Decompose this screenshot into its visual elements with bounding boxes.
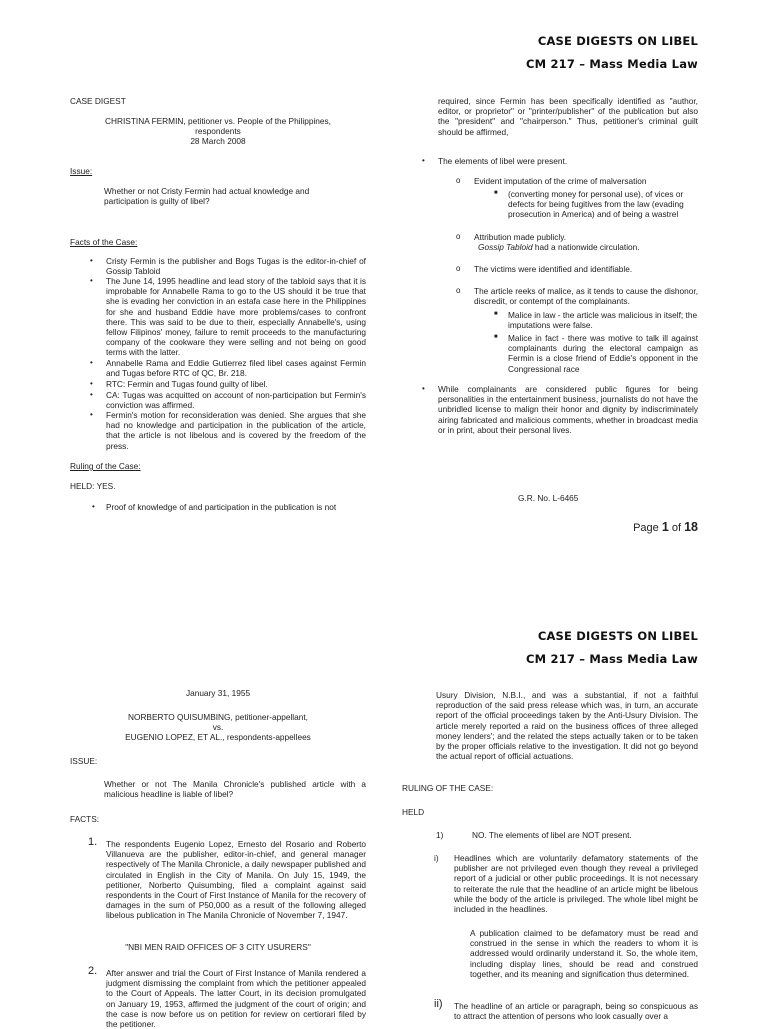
header-subtitle: CM 217 – Mass Media Law <box>525 57 698 71</box>
issue-text: Whether or not The Manila Chronicle's published article with a malicious headline is liable of libel? <box>104 779 366 800</box>
circle-bullet: o <box>456 264 461 273</box>
element-1-detail: (converting money for personal use), of vices or defects for being fugitives from the law (evading prosecution in America) and of being a wastrel <box>508 189 684 220</box>
party-petitioner: NORBERTO QUISUMBING, petitioner-appellant, <box>128 712 308 722</box>
bullet-marker: • <box>422 156 425 165</box>
bullet-marker: • <box>90 276 93 285</box>
held-number-1: 1) <box>436 830 444 840</box>
headline-quote: "NBI MEN RAID OFFICES OF 3 CITY USURERS" <box>125 942 311 952</box>
usury-text: Usury Division, N.B.I., and was a substantial, if not a faithful reproduction of the said press release which was, in turn, an accurate report of the official proceedings taken by the Anti-Usury Division. The article merely reported a raid on the business offices of three alleged money lenders'; and the related the steps actually taken or to be taken by the proper officials relative to the investigation. It did not go beyond the actual report of official actuations. <box>436 690 698 762</box>
bullet-marker: • <box>90 410 93 419</box>
bullet-marker: • <box>90 390 93 399</box>
fact-number-2: 2. <box>88 965 98 977</box>
bullet-marker: • <box>92 502 95 511</box>
bullet-marker: • <box>90 256 93 265</box>
header-title: CASE DIGESTS ON LIBEL <box>537 629 698 643</box>
element-4-malice-fact: Malice in fact - there was motive to talk ill against complainants during the electoral campaign as Fermin is a close friend of Eddie's opponent in the Congressional race <box>508 333 698 374</box>
page-of: of <box>671 522 682 534</box>
case-parties-line2: respondents <box>195 126 241 136</box>
circle-bullet: o <box>456 232 461 241</box>
case-date: 28 March 2008 <box>190 136 246 146</box>
element-3: The victims were identified and identifiable. <box>474 264 633 274</box>
held-point-i: Headlines which are voluntarily defamatory statements of the publisher are not privileged even though they reveal a privileged report of a judicial or other public proceedings. It is not necessary to reiterate the rule that the headline of an article might be libelous while the body of the article is privileged. The whole libel might be included in the headlines. <box>454 853 698 915</box>
held-item-1: NO. The elements of libel are NOT present. <box>472 830 632 840</box>
case-date: January 31, 1955 <box>185 688 251 698</box>
fact-item-4: RTC: Fermin and Tugas found guilty of libel. <box>106 379 268 389</box>
party-respondents: EUGENIO LOPEZ, ET AL., respondents-appellees <box>125 732 311 742</box>
roman-i: i) <box>434 853 439 863</box>
case-digest-label: CASE DIGEST <box>70 96 126 106</box>
fact-item-3: Annabelle Rama and Eddie Gutierrez filed libel cases against Fermin and Tugas before RTC of QC, Br. 218. <box>106 358 366 379</box>
issue-text: Whether or not Cristy Fermin had actual knowledge and participation is guilty of libel? <box>104 186 310 207</box>
held-point-ii: The headline of an article or paragraph, being so conspicuous as to attract the attention of persons who look casually over a <box>454 1001 698 1022</box>
facts-label: FACTS: <box>70 814 100 824</box>
element-1: Evident imputation of the crime of malversation <box>474 176 647 186</box>
header-title: CASE DIGESTS ON LIBEL <box>537 34 698 48</box>
fact-item-6: Fermin's motion for reconsideration was denied. She argues that she had no knowledge and participation in the publication of the article, that the article is not libelous and is covered by the freedom of the press. <box>106 410 366 451</box>
fact-item-1: Cristy Fermin is the publisher and Bogs Tugas is the editor-in-chief of Gossip Tabloid <box>106 256 366 277</box>
tabloid-name: Gossip Tabloid <box>478 242 533 252</box>
element-2-detail-rest: had a nationwide circulation. <box>532 242 640 252</box>
roman-ii: ii) <box>434 998 443 1010</box>
gr-number: G.R. No. L-6465 <box>518 493 579 503</box>
complainants-text: While complainants are considered public figures for being personalities in the entertainment business, journalists do not have the unbridled license to malign their honor and dignity by indiscriminately airing fabricated and malicious comments, whether in broadcast media or in print, about their personal lives. <box>438 384 698 435</box>
continuation-text: required, since Fermin has been specifically identified as "author, editor, or proprietor" or "printer/publisher" of the publication but also the "president" and "chairperson." Thus, petitioner's criminal guilt should be affirmed, <box>438 96 698 137</box>
element-4-malice-law: Malice in law - the article was malicious in itself; the imputations were false. <box>508 310 698 331</box>
square-bullet: ■ <box>494 190 498 196</box>
held-text: HELD: YES. <box>70 481 116 491</box>
issue-label: Issue: <box>70 166 93 176</box>
page-number <box>633 520 698 534</box>
proof-text: Proof of knowledge of and participation in the publication is not <box>106 502 337 512</box>
page-label: Page <box>633 522 659 534</box>
elements-text: The elements of libel were present. <box>438 156 568 166</box>
element-4: The article reeks of malice, as it tends to cause the dishonor, discredit, or contempt of the complainants. <box>474 286 698 307</box>
held-label: HELD <box>402 807 425 817</box>
ruling-label: RULING OF THE CASE: <box>402 783 494 793</box>
square-bullet: ■ <box>494 311 498 317</box>
fact-item-2: After answer and trial the Court of First Instance of Manila rendered a judgment dismissing the complaint from which the petitioner appealed to the Court of Appeals. The latter Court, in its decision promulgated on January 19, 1953, affirmed the judgment of the court of origin; and the case is now before us on petition for review on certiorari filed by the petitioner. <box>106 968 366 1029</box>
header-subtitle: CM 217 – Mass Media Law <box>525 652 698 666</box>
ruling-label: Ruling of the Case: <box>70 461 141 471</box>
page-total: 18 <box>684 520 698 534</box>
facts-label: Facts of the Case: <box>70 237 138 247</box>
document-page-2 <box>0 590 768 1029</box>
square-bullet: ■ <box>494 334 498 340</box>
element-2-detail <box>478 242 698 252</box>
page-current: 1 <box>661 520 669 534</box>
bullet-marker: • <box>422 384 425 393</box>
versus: vs. <box>212 722 224 732</box>
circle-bullet: o <box>456 176 461 185</box>
element-2: Attribution made publicly. <box>474 232 567 242</box>
issue-label: ISSUE: <box>70 756 98 766</box>
publication-text: A publication claimed to be defamatory must be read and construed in the sense in which the readers to whom it is addressed would ordinarily understand it. So, the whole item, including display lines, should be read and construed together, and its meaning and signification thus determined. <box>470 928 698 979</box>
fact-item-1: The respondents Eugenio Lopez, Ernesto del Rosario and Roberto Villanueva are the publisher, editor-in-chief, and general manager respectively of The Manila Chronicle, a daily newspaper published and circulated in English in the City of Manila. On July 15, 1949, the petitioner, Norberto Quisumbing, filed a complaint against said respondents in the Court of First Instance of Manila for the recovery of damages in the sum of P50,000 as a result of the following alleged libelous publication in The Manila Chronicle of November 7, 1947. <box>106 839 366 921</box>
circle-bullet: o <box>456 286 461 295</box>
fact-number-1: 1. <box>88 836 98 848</box>
bullet-marker: • <box>90 379 93 388</box>
bullet-marker: • <box>90 358 93 367</box>
case-parties-line1: CHRISTINA FERMIN, petitioner vs. People of the Philippines, <box>105 116 331 126</box>
fact-item-2: The June 14, 1995 headline and lead story of the tabloid says that it is improbable for Annabelle Rama to go to the US should it be true that she is evading her conviction in an estafa case here in the Philippines for she and husband Eddie have more problems/cases to confront there. This was said to be due to their, especially Annabelle's, using fellow Filipinos' money, failure to remit proceeds to the manufacturing company of the cookware they were selling and not being on good terms with the latter. <box>106 276 366 358</box>
fact-item-5: CA: Tugas was acquitted on account of non-participation but Fermin's conviction was affirmed. <box>106 390 366 411</box>
